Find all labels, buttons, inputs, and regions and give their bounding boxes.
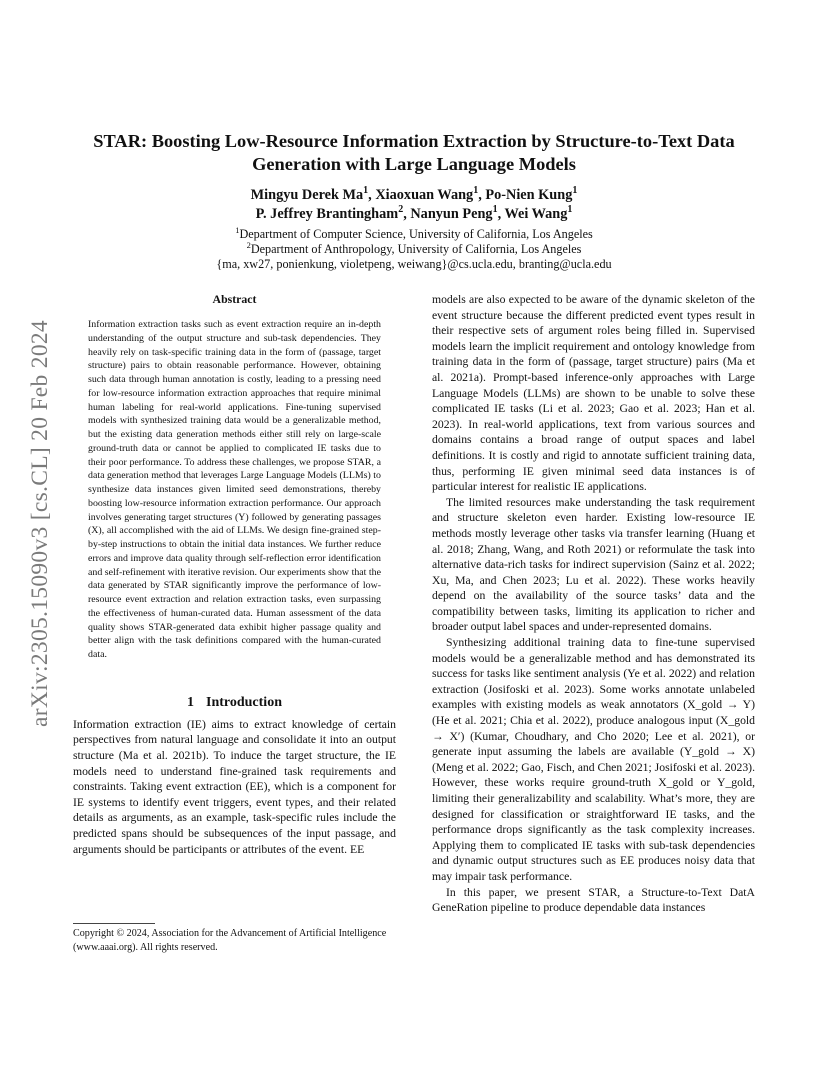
arxiv-id-text: arXiv:2305.15090v3 [cs.CL] 20 Feb 2024 xyxy=(26,319,53,727)
body-paragraph: The limited resources make understanding the task requirement and structure skeleton even harder. Existing low-resource IE methods mostly leverage other tasks via transfer learning (Huang et al. 2018; Zhang, Wang, and Roth 2021) or reformulate the task into alternative data-rich tasks for indirect supervision (Sainz et al. 2022; Xu, Ma, and Chen 2023; Lu et al. 2022). These works heavily depend on the availability of the source tasks’ data and the compatibility between tasks, limiting its application to richer and broader output label spaces and under-represented domains. xyxy=(432,495,755,634)
author-separator: , xyxy=(497,206,505,222)
author-affiliation-mark: 1 xyxy=(363,185,369,197)
author-name: Mingyu Derek Ma xyxy=(250,187,364,203)
right-column xyxy=(432,292,755,916)
affiliation-2 xyxy=(100,242,728,257)
author-line-2 xyxy=(100,205,728,224)
footnote-divider xyxy=(73,923,155,924)
author-separator: , xyxy=(478,187,486,203)
copyright-footnote: Copyright © 2024, Association for the Advancement of Artificial Intelligence (www.aaai.org). All rights reserved. xyxy=(73,928,387,953)
author-line-1 xyxy=(100,186,728,205)
section-heading-introduction xyxy=(73,694,396,712)
affiliation-text: Department of Computer Science, University of California, Los Angeles xyxy=(239,227,593,241)
author-emails: {ma, xw27, ponienkung, violetpeng, weiwang}@cs.ucla.edu, branting@ucla.edu xyxy=(216,257,612,272)
author-name: P. Jeffrey Brantingham xyxy=(255,206,399,222)
body-paragraph: In this paper, we present STAR, a Structure-to-Text DatA GeneRation pipeline to produce dependable data instances xyxy=(432,885,755,915)
author-name: Xiaoxuan Wang xyxy=(375,187,474,203)
body-paragraph: Synthesizing additional training data to fine-tune supervised models would be a generalizable method and has demonstrated its success for tasks like sentiment analysis (Ye et al. 2022) and relation extraction (Josifoski et al. 2023). Some works annotate unlabeled examples with existing models as weak annotators (X_gold → Y) (He et al. 2021; Chia et al. 2022), produce analogous input (X_gold → X′) (Kumar, Choudhary, and Cho 2020; Lee et al. 2021), or generate input assuming the labels are available (Y_gold → X) (Meng et al. 2022; Gao, Fisch, and Chen 2021; Josifoski et al. 2023). However, these works require ground-truth X_gold or Y_gold, limiting their generalizability and scalability. What’s more, they are designed for classification or straightforward IE tasks, and the performance drops significantly as the task complexity increases. Applying them to complicated IE tasks with sub-task dependencies and dynamic output structures such as EE produces noisy data that may impair task performance. xyxy=(432,636,755,883)
paper-title: STAR: Boosting Low-Resource Information Extraction by Structure-to-Text Data Generation with Large Language Models xyxy=(93,131,735,174)
affiliation-number: 2 xyxy=(246,240,251,251)
author-affiliation-mark: 1 xyxy=(572,185,578,197)
affiliation-1 xyxy=(100,224,728,242)
author-list xyxy=(100,186,728,224)
intro-paragraph: Information extraction (IE) aims to extract knowledge of certain perspectives from natural language and consolidate it into an output structure (Ma et al. 2021b). To induce the target structure, the IE models need to understand fine-grained task requirements and constraints. Taking event extraction (EE), which is a component for IE systems to identify event triggers, event types, and their related details as arguments, as an example, task-specific rules include the predicted spans should be subsequences of the input passage, and arguments should be participants or attributes of the event. EE xyxy=(73,717,396,856)
author-name: Nanyun Peng xyxy=(410,206,493,222)
left-column xyxy=(73,292,396,857)
section-number: 1 xyxy=(187,694,194,710)
author-separator: , xyxy=(403,206,411,222)
abstract-heading: Abstract xyxy=(212,292,257,306)
author-affiliation-mark: 2 xyxy=(398,204,404,216)
affiliations xyxy=(100,224,728,273)
author-name: Wei Wang xyxy=(504,206,568,222)
author-affiliation-mark: 1 xyxy=(473,185,479,197)
author-affiliation-mark: 1 xyxy=(492,204,498,216)
body-paragraph: models are also expected to be aware of the dynamic skeleton of the event structure because the different predicted event types result in their respective sets of argument roles being filled in. Supervised models learn the implicit requirement and ontology knowledge from training data in the form of (passage, target structure) pairs (Ma et al. 2021a). Prompt-based inference-only approaches with Large Language Models (LLMs) are shown to be unable to solve these complicated IE tasks (Li et al. 2023; Gao et al. 2023; Han et al. 2023). In real-world applications, text from various sources and domains contains a broad range of output spaces and label definitions. It is costly and rigid to annotate sufficient training data, thus, performing IE given minimal seed data instances is of particular interest for realistic IE applications. xyxy=(432,293,755,494)
author-separator: , xyxy=(368,187,376,203)
section-title: Introduction xyxy=(206,694,282,710)
affiliation-number: 1 xyxy=(235,224,240,235)
author-name: Po-Nien Kung xyxy=(485,187,573,203)
abstract-text: Information extraction tasks such as event extraction require an in-depth understanding of the output structure and sub-task dependencies. They heavily rely on task-specific training data in the form of (passage, target structure) pairs to obtain reasonable performance. However, obtaining such data through human annotation is costly, leading to a pressing need for low-resource information extraction approaches that require minimal human labeling for real-world applications. Fine-tuning supervised models with synthesized training data would be a generalizable method, but the existing data generation methods either still rely on large-scale ground-truth data or cannot be applied to complicated IE tasks due to their poor performance. To address these challenges, we propose STAR, a data generation method that leverages Large Language Models (LLMs) to synthesize data instances given limited seed demonstrations, thereby boosting low-resource information extraction performance. Our approach involves generating target structures (Y) followed by generating passages (X), all accomplished with the aid of LLMs. We design fine-grained step-by-step instructions to obtain the initial data instances. We further reduce errors and improve data quality through self-reflection error identification and self-refinement with iterative revision. Our experiments show that the data generated by STAR significantly improve the performance of low-resource event extraction and relation extraction tasks, even surpassing the effectiveness of human-curated data. Human assessment of the data quality shows STAR-generated data exhibit higher passage quality and better align with the task definitions compared with the human-curated data. xyxy=(88,319,381,660)
author-affiliation-mark: 1 xyxy=(567,204,573,216)
affiliation-text: Department of Anthropology, University of California, Los Angeles xyxy=(250,242,582,257)
arxiv-identifier-stamp xyxy=(25,288,55,758)
